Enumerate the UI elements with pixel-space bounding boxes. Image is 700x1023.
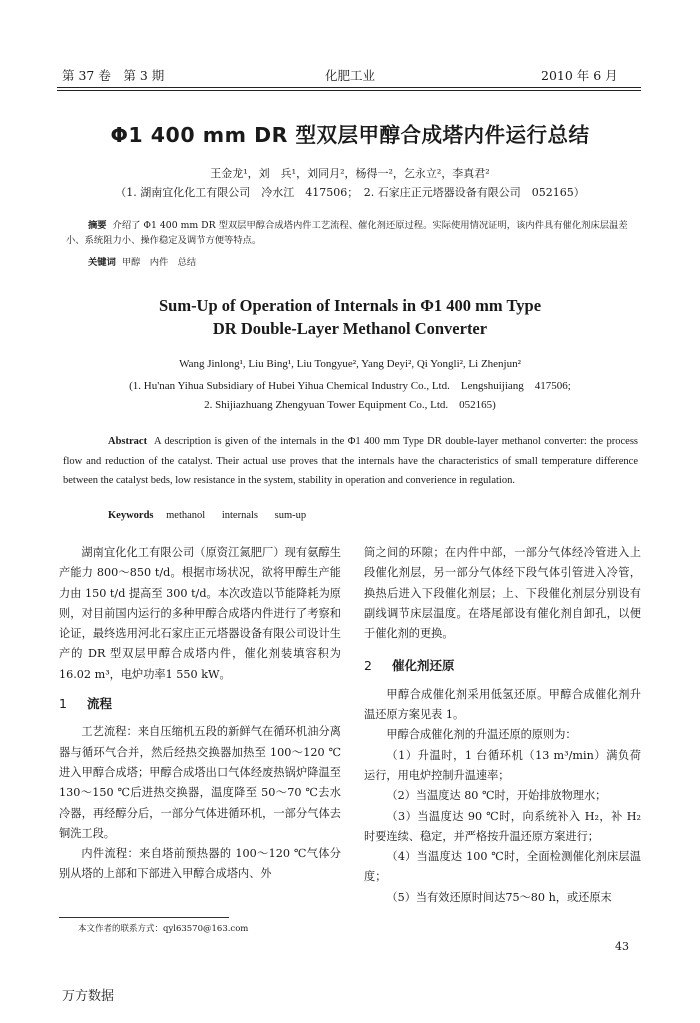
internals-flow-paragraph-start: 内件流程：来自塔前预热器的 100～120 ℃气体分别从塔的上部和下部进入甲醇合成塔内、外: [59, 847, 341, 881]
section-2-number: 2: [364, 658, 372, 674]
header-volume: 第 37 卷 第 3 期: [62, 68, 165, 83]
page-number: 43: [615, 940, 629, 953]
body-left-column: [59, 543, 341, 885]
authors-english: Wang Jinlong¹, Liu Bing¹, Liu Tongyue², Yang Deyi², Qi Yongli², Li Zhenjun²: [179, 358, 521, 370]
keyword-item: methanol: [166, 510, 206, 521]
reduction-principles-paragraph: 甲醇合成催化剂的升温还原的原则为：: [386, 728, 577, 742]
affiliation-english-line2: 2. Shijiazhuang Zhengyuan Tower Equipment Co., Ltd. 052165): [204, 399, 496, 411]
keyword-item: internals: [221, 510, 258, 521]
abstract-english-label: Abstract: [108, 436, 148, 447]
affiliation-chinese: （1. 湖南宜化化工有限公司 冷水江 417506； 2. 石家庄正元塔器设备有限公司 052165）: [115, 186, 585, 199]
keywords-chinese-text: 甲醇 内件 总结: [121, 257, 197, 268]
title-english-line2: DR Double-Layer Methanol Converter: [212, 319, 488, 338]
header-rule-thin: [57, 90, 641, 91]
abstract-chinese-text: 介绍了 Φ1 400 mm DR 型双层甲醇合成塔内件工艺流程、催化剂还原过程。实际使用情况证明，该内件具有催化剂床层温差小、系统阻力小、操作稳定及调节方便等特点。: [66, 220, 628, 246]
footnote-contact: 本文作者的联系方式：qyl63570@163.com: [78, 924, 249, 934]
header-rule: [57, 87, 641, 88]
body-right-column: [364, 543, 641, 908]
header-date: 2010 年 6 月: [541, 68, 618, 83]
principle-item: （4）当温度达 100 ℃时，全面检测催化剂床层温度；: [364, 850, 641, 884]
principle-item: （3）当温度达 90 ℃时，向系统补入 H₂，补 H₂ 时要连续、稳定，并严格按升温还原方案进行；: [364, 809, 641, 843]
section-1-heading: [59, 694, 341, 714]
section-1-title: 流程: [87, 696, 113, 712]
title-english: [0, 294, 700, 340]
section-2-heading: [364, 656, 641, 676]
principle-item: （5）当有效还原时间达75～80 h，或还原末: [386, 890, 612, 904]
footnote-rule: [59, 917, 229, 918]
keywords-english: [108, 510, 320, 521]
principle-item: （2）当温度达 80 ℃时，开始排放物理水；: [386, 789, 607, 803]
process-flow-paragraph: 工艺流程：来自压缩机五段的新鲜气在循环机油分离器与循环气合并，然后经热交换器加热至 100～120 ℃进入甲醇合成塔；甲醇合成塔出口气体经废热锅炉降温至 130～150 ℃后进热交换器，温度降至 50～70 ℃去水冷器，再经醇分后，一部分气体进循环机，一部分气体去铜洗工段。: [59, 725, 341, 840]
section-2-title: 催化剂还原: [392, 658, 455, 674]
affiliation-english: [0, 377, 700, 415]
abstract-english-text: A description is given of the internals in the Φ1 400 mm Type DR double-layer methanol converter: the process flow and reduction of the catalyst. Their actual use proves that the internals have the characteristics of small temperature difference between the catalyst beds, low resistance in the system, stability in operation and converience in regulation.: [63, 436, 639, 486]
abstract-english: [63, 432, 638, 491]
abstract-chinese: [66, 218, 636, 248]
title-english-line1: Sum-Up of Operation of Internals in Φ1 400 mm Type: [158, 296, 542, 315]
keyword-item: sum-up: [274, 510, 307, 521]
keywords-chinese: [88, 254, 196, 268]
principle-item: （1）升温时，1 台循环机（13 m³/min）满负荷运行，用电炉控制升温速率；: [364, 748, 641, 782]
abstract-chinese-label: 摘要: [88, 220, 107, 231]
internals-flow-paragraph-end: 筒之间的环隙；在内件中部，一部分气体经冷管进入上段催化剂层，另一部分气体经下段气体引管进入冷管，换热后进入下段催化剂层；上、下段催化剂层分别设有副线调节床层温度。在塔尾部设有催化剂自卸孔，以便于催化剂的更换。: [364, 546, 641, 641]
title-chinese: Φ1 400 mm DR 型双层甲醇合成塔内件运行总结: [110, 123, 590, 147]
header-journal: 化肥工业: [324, 68, 375, 83]
section-1-number: 1: [59, 696, 67, 712]
keywords-chinese-label: 关键词: [88, 257, 116, 268]
reduction-paragraph: 甲醇合成催化剂采用低氢还原。甲醇合成催化剂升温还原方案见表 1。: [364, 687, 641, 722]
authors-chinese: 王金龙¹，刘 兵¹，刘同月²，杨得一²，乞永立²，李真君²: [210, 167, 490, 180]
affiliation-english-line1: (1. Hu'nan Yihua Subsidiary of Hubei Yihua Chemical Industry Co., Ltd. Lengshuijiang 417506;: [129, 380, 571, 392]
keywords-english-label: Keywords: [108, 510, 154, 521]
intro-paragraph: 湖南宜化化工有限公司（原资江氮肥厂）现有氨醇生产能力 800～850 t/d。根据市场状况，欲将甲醇生产能力由 150 t/d 提高至 300 t/d。本次改造以节能降耗为原则，对目前国内运行的多种甲醇合成塔内件进行了考察和论证，最终选用河北石家庄正元塔器设备有限公司设计生产的 DR 型双层甲醇合成塔内件，催化剂装填容积为 16.02 m³，电炉功率1 550 kW。: [59, 546, 341, 681]
watermark-wanfang: 万方数据: [62, 989, 115, 1004]
